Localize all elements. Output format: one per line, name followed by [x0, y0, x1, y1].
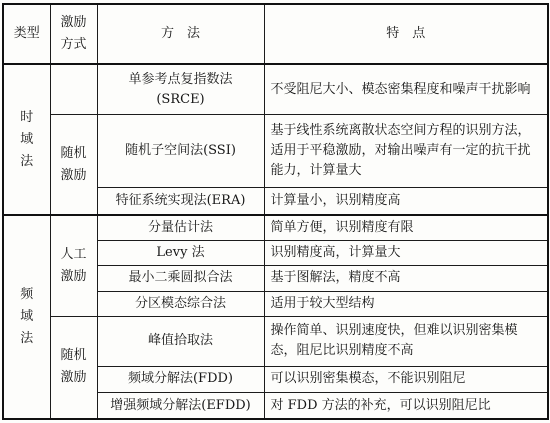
header-excitation-line1: 激励 [60, 15, 87, 31]
header-method: 方 法 [97, 4, 264, 64]
method-cell: 频域分解法(FDD) [97, 366, 264, 392]
method-cell: 分量估计法 [97, 215, 264, 240]
feature-cell: 对 FDD 方法的补充，可以识别阻尼比 [264, 393, 548, 420]
excitation-random-time [50, 115, 97, 215]
table-row [3, 64, 548, 115]
group-char: 频 [20, 287, 34, 303]
feature-cell: 不受阻尼大小、模态密集程度和噪声干扰影响 [264, 64, 548, 115]
method-line: 单参考点复指数法 [128, 71, 233, 87]
method-cell: 特征系统实现法(ERA) [97, 188, 264, 215]
excitation-random-freq [50, 316, 97, 419]
header-excitation-line2: 方式 [60, 37, 87, 53]
table-row [3, 316, 548, 366]
method-cell: 随机子空间法(SSI) [97, 115, 264, 188]
method-cell: 增强频域分解法(EFDD) [97, 393, 264, 420]
method-cell: 最小二乘圆拟合法 [97, 266, 264, 291]
feature-cell: 适用于较大型结构 [264, 291, 548, 316]
group-time-domain [3, 64, 50, 215]
feature-cell: 可以识别密集模态，不能识别阻尼 [264, 366, 548, 392]
header-row [3, 4, 548, 64]
table-row [3, 115, 548, 188]
group-char: 法 [20, 153, 34, 169]
method-cell: 分区模态综合法 [97, 291, 264, 316]
feature-cell: 识别精度高，计算量大 [264, 241, 548, 266]
excitation-line: 激励 [60, 167, 87, 183]
group-char: 法 [20, 331, 34, 347]
modal-identification-table [2, 3, 549, 420]
excitation-manual-freq [50, 215, 97, 316]
group-freq-domain [3, 215, 50, 419]
feature-cell: 基于线性系统离散状态空间方程的识别方法，适用于平稳激励，对输出噪声有一定的抗干扰能力，计算量大 [264, 115, 548, 188]
excitation-line: 随机 [60, 348, 87, 364]
group-char: 时 [20, 109, 34, 125]
feature-cell: 计算量小，识别精度高 [264, 188, 548, 215]
header-feature: 特 点 [264, 4, 548, 64]
feature-cell: 基于图解法，精度不高 [264, 266, 548, 291]
method-cell [97, 64, 264, 115]
method-cell: Levy 法 [97, 241, 264, 266]
group-char: 域 [20, 131, 34, 147]
excitation-empty [50, 64, 97, 115]
feature-cell: 简单方便，识别精度有限 [264, 215, 548, 240]
header-excitation [50, 4, 97, 64]
method-cell: 峰值拾取法 [97, 316, 264, 366]
excitation-line: 随机 [60, 145, 87, 161]
group-char: 域 [20, 309, 34, 325]
excitation-line: 激励 [60, 269, 87, 285]
table-row [3, 215, 548, 240]
header-type: 类型 [3, 4, 50, 64]
feature-cell: 操作简单、识别速度快，但难以识别密集模态，阻尼比识别精度不高 [264, 316, 548, 366]
excitation-line: 人工 [60, 247, 87, 263]
method-line: (SRCE) [156, 91, 205, 107]
excitation-line: 激励 [60, 370, 87, 386]
